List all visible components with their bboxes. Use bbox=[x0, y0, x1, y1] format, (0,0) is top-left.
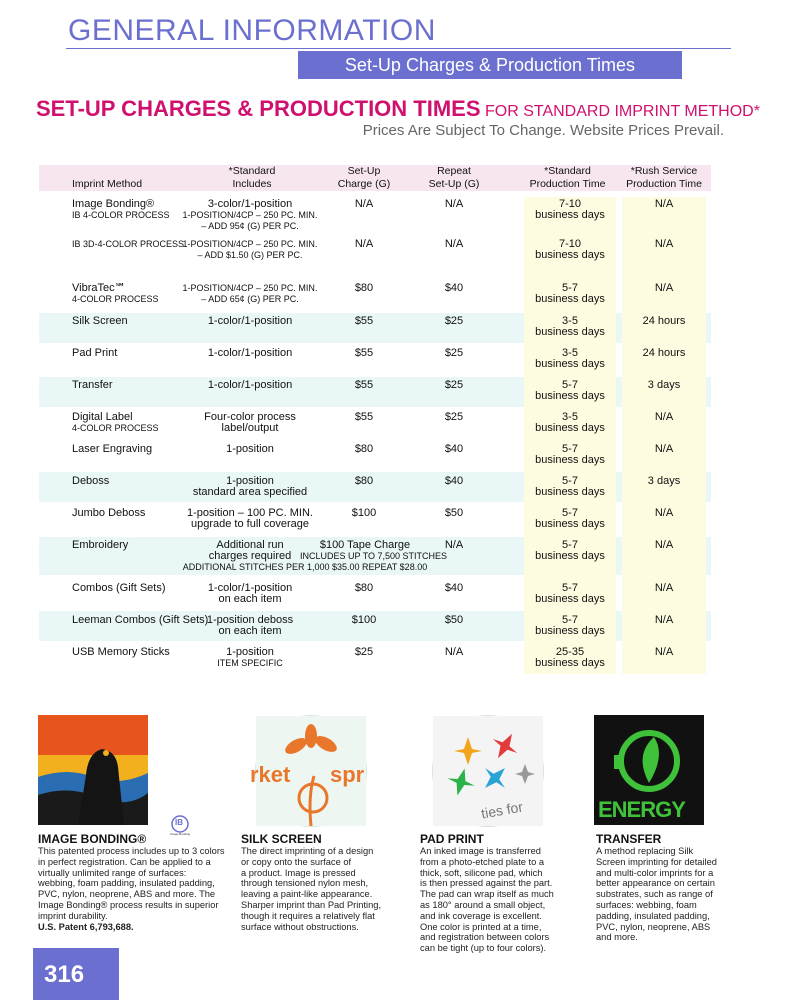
desc-line: better appearance on certain bbox=[596, 878, 715, 889]
cell-standard-time: 5-7 bbox=[562, 443, 578, 455]
cell-rush-time: 3 days bbox=[647, 379, 681, 391]
desc-line: though it requires a relatively flat bbox=[241, 910, 375, 921]
cell-imprint-method: Transfer bbox=[72, 379, 113, 391]
cell-includes: 1-position deboss bbox=[206, 614, 294, 626]
cell-imprint-method: USB Memory Sticks bbox=[72, 646, 170, 658]
cell-imprint-method: Laser Engraving bbox=[72, 443, 153, 455]
cell-includes-line3: – ADD 95¢ (G) PER PC. bbox=[201, 221, 299, 231]
cell-repeat-setup: N/A bbox=[444, 198, 464, 210]
cell-standard-time: 7-10 bbox=[558, 198, 582, 210]
cell-standard-time: 25-35 bbox=[555, 646, 585, 658]
desc-line: thick, soft, silicone pad, which bbox=[420, 867, 543, 878]
cell-standard-time: 5-7 bbox=[562, 539, 578, 551]
cell-repeat-setup: $25 bbox=[444, 379, 464, 391]
cell-includes: 1-color/1-position bbox=[207, 379, 293, 391]
desc-line: as 180° around a small object, bbox=[420, 899, 546, 910]
cell-standard-time-unit: business days bbox=[535, 518, 605, 530]
desc-line: through tensioned nylon mesh, bbox=[241, 878, 369, 889]
cell-setup-charge: $80 bbox=[354, 282, 374, 294]
cell-includes: 1-POSITION/4CP – 250 PC. MIN. bbox=[182, 283, 318, 293]
cell-repeat-setup: $25 bbox=[444, 411, 464, 423]
header-setup-line1: Set-Up bbox=[347, 165, 381, 177]
price-notice: Prices Are Subject To Change. Website Prices Prevail. bbox=[362, 122, 724, 139]
cell-imprint-method: Silk Screen bbox=[72, 315, 128, 327]
section-title: GENERAL INFORMATION bbox=[68, 14, 436, 47]
cell-rush-time: N/A bbox=[654, 646, 674, 658]
cell-rush-time: N/A bbox=[654, 282, 674, 294]
cell-imprint-method: Jumbo Deboss bbox=[72, 507, 146, 519]
cell-includes: 1-position bbox=[226, 475, 274, 487]
desc-line: PVC, nylon, neoprene, ABS bbox=[596, 921, 711, 932]
silk-screen-description bbox=[241, 846, 411, 932]
header-rush-line1: *Rush Service bbox=[630, 165, 698, 177]
cell-rush-time: N/A bbox=[654, 198, 674, 210]
desc-line: This patented process includes up to 3 colors bbox=[38, 846, 225, 856]
cell-imprint-method-sub: 4-COLOR PROCESS bbox=[72, 294, 159, 304]
cell-standard-time-unit: business days bbox=[535, 326, 605, 338]
cell-rush-time: N/A bbox=[654, 238, 674, 250]
cell-includes-line2: – ADD 65¢ (G) PER PC. bbox=[201, 294, 299, 304]
cell-includes-line2: charges required bbox=[208, 550, 292, 562]
rush-time-column-band bbox=[622, 197, 706, 674]
cell-imprint-method: VibraTec℠ bbox=[72, 282, 126, 294]
cell-imprint-method: Image Bonding® bbox=[72, 198, 155, 210]
cell-standard-time: 3-5 bbox=[562, 411, 578, 423]
cell-rush-time: N/A bbox=[654, 507, 674, 519]
cell-repeat-setup: $25 bbox=[444, 315, 464, 327]
header-repeat-line2: Set-Up (G) bbox=[428, 177, 480, 190]
subsection-banner: Set-Up Charges & Production Times bbox=[298, 51, 682, 79]
cell-standard-time-unit: business days bbox=[535, 486, 605, 498]
cell-imprint-method: Digital Label bbox=[72, 411, 133, 423]
cell-includes: 3-color/1-position bbox=[207, 198, 293, 210]
desc-line: and more. bbox=[596, 932, 638, 943]
cell-standard-time: 3-5 bbox=[562, 347, 578, 359]
desc-line: and ink coverage is excellent. bbox=[420, 910, 542, 921]
header-setup-line2: Charge (G) bbox=[337, 177, 391, 190]
cell-repeat-setup: $50 bbox=[444, 507, 464, 519]
desc-line: webbing, foam padding, insulated padding, bbox=[38, 878, 215, 889]
transfer-image-text: ENERGY bbox=[598, 797, 685, 822]
transfer-image bbox=[594, 715, 704, 825]
cell-rush-time: 24 hours bbox=[642, 315, 686, 327]
cell-standard-time: 5-7 bbox=[562, 614, 578, 626]
cell-standard-time-unit: business days bbox=[535, 550, 605, 562]
pad-print-title: PAD PRINT bbox=[420, 832, 484, 846]
header-imprint-method: Imprint Method bbox=[72, 178, 143, 190]
cell-setup-charge: $55 bbox=[354, 411, 374, 423]
desc-line: or copy onto the surface of bbox=[241, 856, 352, 867]
silk-screen-image bbox=[250, 715, 367, 827]
header-repeat-setup bbox=[410, 165, 498, 190]
desc-line: can be tight (up to four colors). bbox=[420, 943, 547, 954]
cell-setup-charge: N/A bbox=[354, 238, 374, 250]
cell-includes-line2: standard area specified bbox=[192, 486, 308, 498]
cell-includes: 1-color/1-position bbox=[207, 582, 293, 594]
cell-imprint-method: IB 3D-4-COLOR PROCESS bbox=[72, 239, 185, 249]
cell-includes-line2: on each item bbox=[218, 593, 282, 605]
cell-setup-charge: $25 bbox=[354, 646, 374, 658]
desc-line: surfaces: webbing, foam bbox=[596, 899, 697, 910]
cell-includes: 1-position – 100 PC. MIN. bbox=[187, 507, 313, 519]
cell-repeat-setup: N/A bbox=[444, 539, 464, 551]
desc-line: virtually unlimited range of surfaces: bbox=[38, 867, 187, 878]
desc-line: Sharper imprint than Pad Printing, bbox=[241, 899, 382, 910]
desc-line: surface without obstructions. bbox=[241, 921, 359, 932]
cell-repeat-setup: $50 bbox=[444, 614, 464, 626]
cell-imprint-method-sub: 4-COLOR PROCESS bbox=[72, 423, 159, 433]
cell-rush-time: N/A bbox=[654, 582, 674, 594]
cell-rush-time: N/A bbox=[654, 411, 674, 423]
desc-line: substrates, such as range of bbox=[596, 889, 713, 900]
image-bonding-title: IMAGE BONDING® bbox=[38, 832, 147, 846]
cell-setup-charge: $55 bbox=[354, 315, 374, 327]
cell-standard-time: 5-7 bbox=[562, 582, 578, 594]
cell-repeat-setup: $40 bbox=[444, 475, 464, 487]
cell-rush-time: 3 days bbox=[647, 475, 681, 487]
cell-setup-note: INCLUDES UP TO 7,500 STITCHES bbox=[300, 551, 448, 561]
header-rush-line2: Production Time bbox=[626, 177, 702, 190]
header-std-line2: Production Time bbox=[529, 177, 606, 190]
pad-print-description bbox=[420, 846, 585, 954]
cell-includes: 1-position bbox=[226, 443, 274, 455]
cell-standard-time-unit: business days bbox=[535, 657, 605, 669]
cell-imprint-method-sub: IB 4-COLOR PROCESS bbox=[72, 210, 170, 220]
cell-imprint-method: Deboss bbox=[72, 475, 110, 487]
desc-line: in perfect registration. Can be applied to a bbox=[38, 856, 211, 867]
cell-repeat-setup: $40 bbox=[444, 443, 464, 455]
page-title-suffix: FOR STANDARD IMPRINT METHOD* bbox=[480, 103, 760, 120]
cell-rush-time: N/A bbox=[654, 614, 674, 626]
cell-repeat-setup: N/A bbox=[444, 238, 464, 250]
cell-standard-time: 5-7 bbox=[562, 379, 578, 391]
silk-screen-image-text-left: rket bbox=[250, 762, 291, 787]
cell-standard-time-unit: business days bbox=[535, 293, 605, 305]
desc-line: PVC, nylon, neoprene, ABS and more. The bbox=[38, 889, 216, 900]
cell-standard-time-unit: business days bbox=[535, 422, 605, 434]
cell-rush-time: N/A bbox=[654, 539, 674, 551]
desc-line: An inked image is transferred bbox=[420, 846, 541, 856]
cell-standard-time-unit: business days bbox=[535, 249, 605, 261]
cell-includes-line2: on each item bbox=[218, 625, 282, 637]
cell-rush-time: 24 hours bbox=[642, 347, 686, 359]
cell-includes-line2: upgrade to full coverage bbox=[190, 518, 310, 530]
page-number: 316 bbox=[44, 961, 85, 988]
cell-standard-time: 5-7 bbox=[562, 507, 578, 519]
cell-standard-time: 3-5 bbox=[562, 315, 578, 327]
cell-setup-charge: $80 bbox=[354, 582, 374, 594]
silk-screen-title: SILK SCREEN bbox=[241, 832, 322, 846]
cell-standard-time: 5-7 bbox=[562, 282, 578, 294]
cell-setup-charge: $55 bbox=[354, 347, 374, 359]
cell-additional-stitches: ADDITIONAL STITCHES PER 1,000 $35.00 REPEAT $28.00 bbox=[182, 562, 428, 572]
header-includes-line1: *Standard bbox=[228, 165, 276, 177]
cell-repeat-setup: $40 bbox=[444, 582, 464, 594]
cell-setup-charge: $100 Tape Charge bbox=[319, 539, 411, 551]
image-bonding-description bbox=[38, 846, 238, 932]
cell-includes-line2: ITEM SPECIFIC bbox=[217, 658, 283, 668]
transfer-title: TRANSFER bbox=[596, 832, 662, 846]
image-bonding-image bbox=[38, 715, 148, 825]
cell-setup-charge: $80 bbox=[354, 475, 374, 487]
desc-line: and registration between colors bbox=[420, 932, 550, 943]
desc-line: and multi-color imprints for a bbox=[596, 867, 714, 878]
desc-line: is then pressed against the part. bbox=[420, 878, 553, 889]
cell-repeat-setup: N/A bbox=[444, 646, 464, 658]
cell-standard-time-unit: business days bbox=[535, 209, 605, 221]
cell-standard-time: 5-7 bbox=[562, 475, 578, 487]
cell-standard-time-unit: business days bbox=[535, 390, 605, 402]
desc-line: imprint durability. bbox=[38, 910, 108, 921]
cell-standard-time-unit: business days bbox=[535, 454, 605, 466]
cell-setup-charge: $100 bbox=[351, 507, 377, 519]
page-title bbox=[36, 96, 760, 122]
cell-includes: Four-color process bbox=[204, 411, 296, 423]
cell-repeat-setup: $25 bbox=[444, 347, 464, 359]
header-std-line1: *Standard bbox=[544, 165, 591, 177]
pad-print-image bbox=[432, 715, 544, 827]
desc-line: Image Bonding® process results in superior bbox=[38, 899, 219, 910]
cell-imprint-method: Pad Print bbox=[72, 347, 118, 359]
desc-line: The pad can wrap itself as much bbox=[420, 889, 554, 900]
cell-setup-charge: $55 bbox=[354, 379, 374, 391]
page-title-main: SET-UP CHARGES & PRODUCTION TIMES bbox=[36, 96, 481, 121]
cell-standard-time-unit: business days bbox=[535, 358, 605, 370]
cell-setup-charge: N/A bbox=[354, 198, 374, 210]
cell-includes: 1-color/1-position bbox=[207, 347, 293, 359]
silk-screen-image-text-right: spr bbox=[330, 762, 365, 787]
cell-includes-line2: 1-POSITION/4CP – 250 PC. MIN. bbox=[182, 210, 318, 220]
header-rule bbox=[66, 48, 731, 49]
cell-includes-line2: label/output bbox=[221, 422, 279, 434]
desc-line: padding, insulated padding, bbox=[596, 910, 710, 921]
header-repeat-line1: Repeat bbox=[437, 165, 471, 177]
cell-includes: 1-POSITION/4CP – 250 PC. MIN. bbox=[182, 239, 318, 249]
desc-line: A method replacing Silk bbox=[596, 846, 694, 856]
cell-includes: Additional run bbox=[216, 539, 284, 551]
cell-setup-charge: $100 bbox=[351, 614, 377, 626]
image-bonding-logo-caption: Image Bonding bbox=[169, 832, 191, 836]
desc-line: a product. Image is pressed bbox=[241, 867, 356, 878]
header-rush-production bbox=[622, 165, 706, 190]
desc-line: The direct imprinting of a design bbox=[241, 846, 374, 856]
cell-standard-time-unit: business days bbox=[535, 593, 605, 605]
cell-setup-charge: $80 bbox=[354, 443, 374, 455]
image-bonding-logo bbox=[168, 815, 192, 837]
cell-repeat-setup: $40 bbox=[444, 282, 464, 294]
desc-line: Screen imprinting for detailed bbox=[596, 856, 717, 867]
cell-standard-time-unit: business days bbox=[535, 625, 605, 637]
desc-line: from a photo-etched plate to a bbox=[420, 856, 545, 867]
cell-rush-time: N/A bbox=[654, 443, 674, 455]
cell-standard-time: 7-10 bbox=[558, 238, 582, 250]
cell-imprint-method: Combos (Gift Sets) bbox=[72, 582, 166, 594]
desc-line: One color is printed at a time, bbox=[420, 921, 542, 932]
header-includes-line2: Includes bbox=[232, 177, 272, 190]
cell-includes: 1-position bbox=[226, 646, 274, 658]
cell-imprint-method: Leeman Combos (Gift Sets) bbox=[72, 614, 209, 626]
desc-line: leaving a paint-like appearance. bbox=[241, 889, 373, 900]
pad-print-image-text: ties for bbox=[479, 798, 525, 822]
cell-imprint-method: Embroidery bbox=[72, 539, 129, 551]
header-standard-includes bbox=[190, 165, 314, 190]
patent-number: U.S. Patent 6,793,688. bbox=[38, 921, 134, 932]
header-setup-charge bbox=[320, 165, 408, 190]
image-bonding-logo-text: IB bbox=[175, 818, 183, 827]
transfer-description bbox=[596, 846, 756, 943]
cell-includes-line2: – ADD $1.50 (G) PER PC. bbox=[197, 250, 303, 260]
cell-includes: 1-color/1-position bbox=[207, 315, 293, 327]
header-standard-production bbox=[520, 165, 615, 190]
